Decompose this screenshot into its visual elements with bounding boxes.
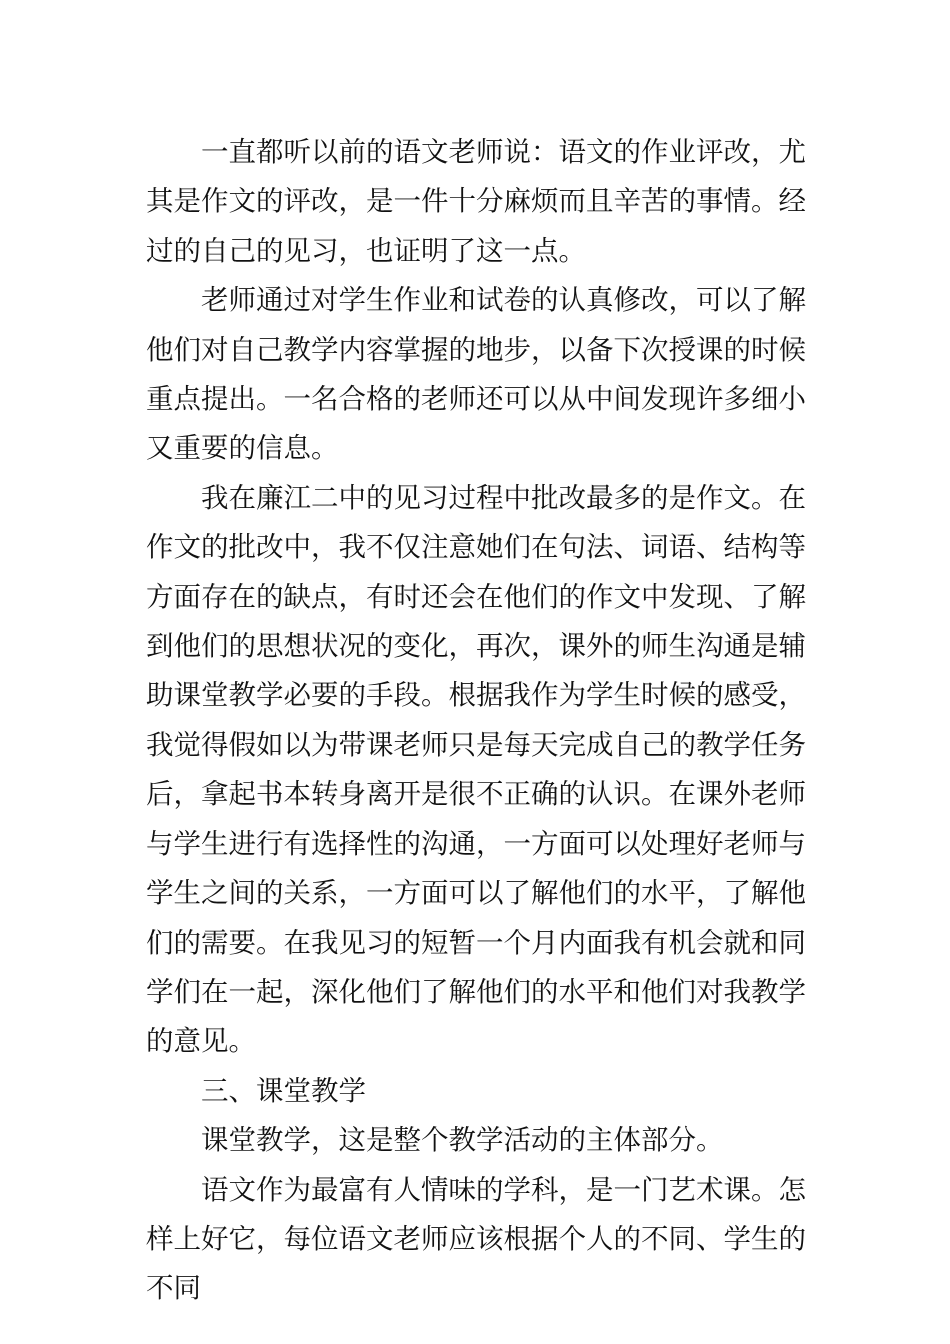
paragraph-classroom-teaching: 课堂教学，这是整个教学活动的主体部分。 <box>201 1124 724 1157</box>
section-heading: 三、课堂教学 <box>201 1074 366 1107</box>
paragraph-teacher-feedback: 老师通过对学生作业和试卷的认真修改，可以了解他们对自己教学内容掌握的地步，以备下次授课的时候重点提出。一名合格的老师还可以从中间发现许多细小又重要的信息。 <box>146 284 806 465</box>
paragraph-homework-grading: 一直都听以前的语文老师说：语文的作业评改，尤其是作文的评改，是一件十分麻烦而且辛苦的事情。经过的自己的见习，也证明了这一点。 <box>146 136 806 267</box>
document-body <box>146 128 806 1314</box>
paragraph-chinese-subject: 语文作为最富有人情味的学科，是一门艺术课。怎样上好它，每位语文老师应该根据个人的不同、学生的不同 <box>146 1173 806 1305</box>
paragraph-essay-grading: 我在廉江二中的见习过程中批改最多的是作文。在作文的批改中，我不仅注意她们在句法、词语、结构等方面存在的缺点，有时还会在他们的作文中发现、了解到他们的思想状况的变化，再次，课外的师生沟通是辅助课堂教学必要的手段。根据我作为学生时候的感受，我觉得假如以为带课老师只是每天完成自己的教学任务后，拿起书本转身离开是很不正确的认识。在课外老师与学生进行有选择性的沟通，一方面可以处理好老师与学生之间的关系，一方面可以了解他们的水平，了解他们的需要。在我见习的短暂一个月内面我有机会就和同学们在一起，深化他们了解他们的水平和他们对我教学的意见。 <box>146 481 806 1058</box>
